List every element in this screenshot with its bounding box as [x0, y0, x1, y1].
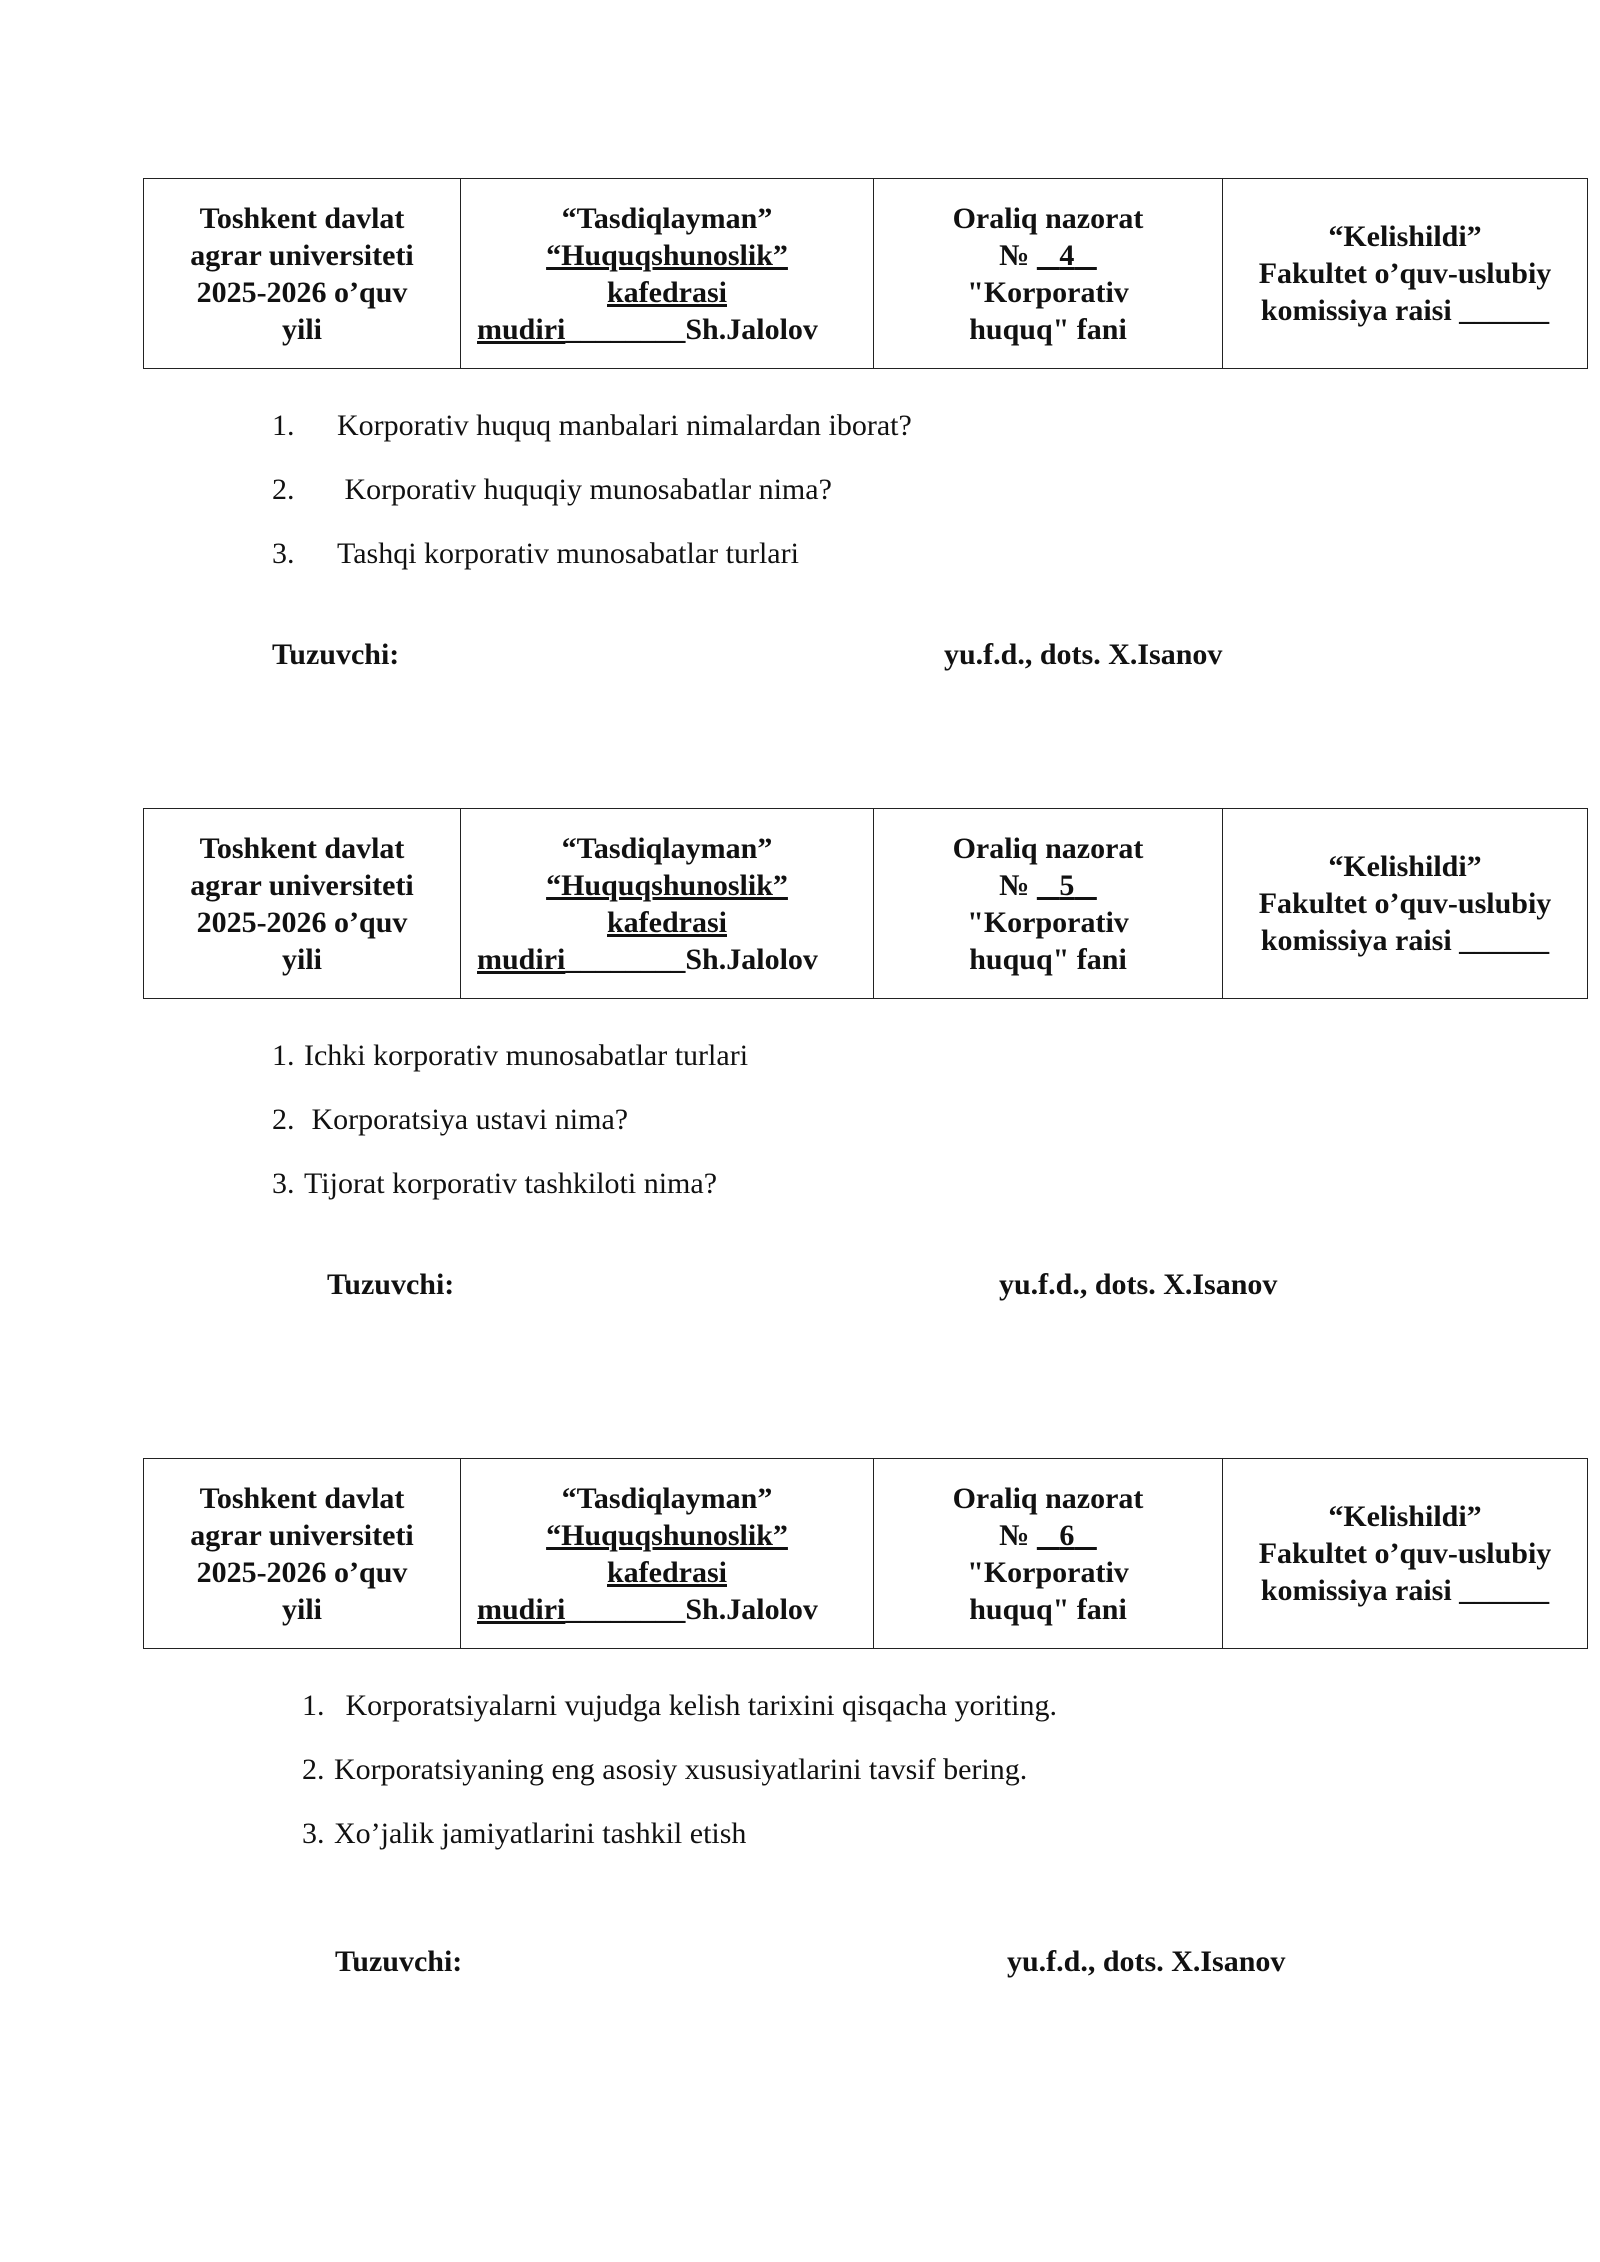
- question-item: 2. Korporatsiyaning eng asosiy xususiyatlarini tavsif bering.: [302, 1753, 1028, 1786]
- question-item: 2. Korporativ huquqiy munosabatlar nima?: [272, 473, 832, 506]
- compiler-label: Tuzuvchi:: [327, 1268, 455, 1301]
- control-cell: Oraliq nazorat № 6 "Korporativ huquq" fani: [874, 1459, 1223, 1649]
- university-cell: Toshkent davlat agrar universiteti 2025-2026 o’quv yili: [144, 1459, 461, 1649]
- compiler-name: yu.f.d., dots. X.Isanov: [944, 638, 1223, 671]
- compiler-name: yu.f.d., dots. X.Isanov: [1007, 1945, 1286, 1978]
- question-item: 3. Tashqi korporativ munosabatlar turlari: [272, 537, 799, 570]
- question-item: 2. Korporatsiya ustavi nima?: [272, 1103, 629, 1136]
- compiler-label: Tuzuvchi:: [335, 1945, 463, 1978]
- compiler-label: Tuzuvchi:: [272, 638, 400, 671]
- question-item: 1. Ichki korporativ munosabatlar turlari: [272, 1039, 749, 1072]
- compiler-name: yu.f.d., dots. X.Isanov: [999, 1268, 1278, 1301]
- variant-number: 5: [1059, 868, 1075, 902]
- ticket-header-5: [143, 808, 1552, 999]
- ticket-header-4: [143, 178, 1552, 369]
- question-item: 3. Xo’jalik jamiyatlarini tashkil etish: [302, 1817, 747, 1850]
- ticket-header-6: [143, 1458, 1552, 1649]
- question-item: 1. Korporatsiyalarni vujudga kelish tarixini qisqacha yoriting.: [302, 1689, 1058, 1722]
- control-cell: Oraliq nazorat № 4 "Korporativ huquq" fani: [874, 179, 1223, 369]
- control-cell: Oraliq nazorat № 5 "Korporativ huquq" fani: [874, 809, 1223, 999]
- question-item: 1. Korporativ huquq manbalari nimalardan iborat?: [272, 409, 912, 442]
- approval-cell: “Tasdiqlayman” “Huquqshunoslik” kafedrasi mudiri________Sh.Jalolov: [461, 179, 874, 369]
- agreed-cell: “Kelishildi” Fakultet o’quv-uslubiy komissiya raisi ______: [1223, 1459, 1588, 1649]
- question-item: 3. Tijorat korporativ tashkiloti nima?: [272, 1167, 718, 1200]
- agreed-cell: “Kelishildi” Fakultet o’quv-uslubiy komissiya raisi ______: [1223, 179, 1588, 369]
- approval-cell: “Tasdiqlayman” “Huquqshunoslik” kafedrasi mudiri________Sh.Jalolov: [461, 809, 874, 999]
- approval-cell: “Tasdiqlayman” “Huquqshunoslik” kafedrasi mudiri________Sh.Jalolov: [461, 1459, 874, 1649]
- university-cell: Toshkent davlat agrar universiteti 2025-2026 o’quv yili: [144, 179, 461, 369]
- agreed-cell: “Kelishildi” Fakultet o’quv-uslubiy komissiya raisi ______: [1223, 809, 1588, 999]
- university-cell: Toshkent davlat agrar universiteti 2025-2026 o’quv yili: [144, 809, 461, 999]
- variant-number: 4: [1059, 238, 1075, 272]
- variant-number: 6: [1059, 1518, 1075, 1552]
